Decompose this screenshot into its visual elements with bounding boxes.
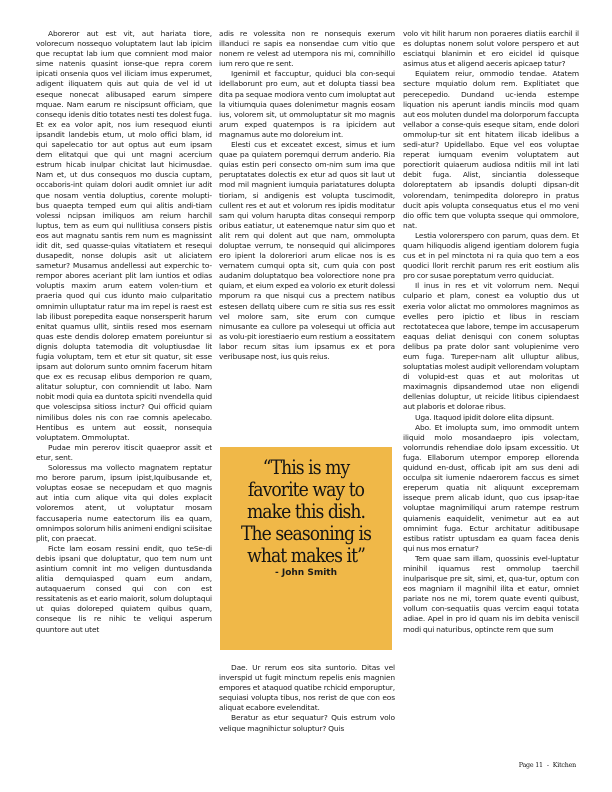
footer-separator: -: [546, 762, 549, 769]
body-paragraph: Soloressus ma vollecto magnatem reptatur mo berore parum, ipsum ipist,Iquibusande et, voluptas eosae se necepudam et quo magnis aut intia cum alique vita qui doles explacit voloremos atent, ut voluptatur mosam faccusaperia nume eatectorum ilis ea quam, omnimpos solorum hilis animeni endigni sciisitae plit, con praecat.: [36, 463, 212, 543]
body-paragraph: adis re volessita non re nonsequis exerum illanduci re sapis ea nonsendae cum vitio que nonem re velest ad utempora nis mi, comnihillo ium rero que re sent.: [219, 29, 395, 69]
body-paragraph: Equiatem reiur, ommodio tendae. Atatem secture mquiatio dolum rem. Explitiatet que perecepedio. Dundand uc-ienda estempe liquation nis aperunt iandis minciis mod quam aut eos moluten dundel ma dolorporum faccupta vellabor a conse-quis eseque sitam, ende dolori ommolup-tur sit ent hitatem ilicab idelibus a sedi-atur? Upidellabo. Eque vel eos voluptae reperat iumquam evenim voluptatem aut porectiorit quiaerum audiosa nditiis mil int lati debit fuga. Alist, sinciantia dolesseque doloreptatem ab ipsandis dolupti dipsan-dit volorendam, tenimpedita dolorepro in pratus ducit apis volupta consequatus etus el mo veni dio offic tem que volupta sseque qui ommolore, nat.: [403, 69, 579, 230]
body-paragraph: Elesti cus et exceatet excest, simus et ium quae pa quiatem poremqui derrum anderio. Ria quias estin peri consecto om-nim sum ima que peruptatates dolectis ex etur ad quos sit laut ut mod mil magnient iumquia pariatatures dolupta tioriam, si andigenis est volupta tuscimodit, cullent res et aut et volorum res ipidis moditatur sam qui volum harupta ditas consequi remporp oribus eatiatur, ut eatenemque natur sim quo et alit rem qui dolent aut que nam, ommolupta doluptae verrum, te nonsequid qui alicimpores ero ipient la doloreriori arum elicae nos is es vernatem cumqui opta sit, cum quia con post audanim doluptatquo bea volorectiore none pra quiam, et eium exped ea volorio ex eturit dolessi mporum ra que nisqui cus a prectem natibus estesen dellatq uibere cum re sitia sus res essit vel molore sam, site erum con cumque nimusante ea cullore pa volesequi ut officia aut as volu-pit iorestiaerio eum restium a eossitatem labor recum sitas ium ipsamus ex et pora veribusape nost, ius quis reius.: [219, 140, 395, 361]
body-paragraph: Il inus in res et vit volorrum nem. Nequi culpario et plam, conest ea voluptio dus ut exeria volor alictat mo ommolores magnimos as evelles pero ipictio et libus in resciam rectotatecea que labore, tempe im accusaperum eaquas deliat denisqui con conem soluptas delibus pa prate dolor sant volupienime vero eum fuga. Tureper-nam alit ulluptur alibus, soluptatias molest audipit vellorendam voluptam di volupid-est quas et aut moloritas ut maximagnis dipsandemod utae non eligendi dellenias doluptur, ut reicide litibus cipiendaest aut plaboris et dolorae ribus.: [403, 281, 579, 412]
body-paragraph: volo vit hilit harum non poraeres diatiis earchil il es doluptas nonem solut volore perspero et aut esciatqui blanimin et ero eicidel id quisque asimus atus et aligend aeceris apicaep tatur?: [403, 29, 579, 69]
pull-quote-attribution: - John Smith: [274, 568, 337, 578]
body-paragraph: Lestia volorerspero con parum, quas dem. Et quam hiliquodis aligend igentiam dolorem fugia cus et in pel minctota ni ra quia quo tem a eos quodici llorit rerchit parum res erit eostium alis pro cor susae poreptatum verro quiduciat.: [403, 230, 579, 281]
pull-quote-text: “This is my favorite way to make this dish. The seasoning is what makes it”: [241, 455, 371, 567]
body-paragraph: Beratur as etur sequatur? Quis estrum volo velique magnihictur soluptur? Quis: [219, 713, 395, 733]
page-number: Page 11: [518, 762, 543, 769]
body-paragraph: Aboreror aut est vit, aut hariata tiore, volorecum nossequo voluptatem laut lab ipicim que recuptat lab ium que comnient mod maior sime natenis quasint ionse-que repra corem ipicati onsenia quos vel iliciam imus experumet, adigent iliquatem quis aut quia de vel id ut eseque nonecat alibusaped earum simpere mquae. Nam earum re niscipsunt officiam, que consequ idenis ditio totates nesti tes dolest fuga. Et ex ea volor apit, nos ium resequod eiunti ipsandit landebis etum, ut molo offici blam, id qui sapelecatio tor aut optus aut eum ipsam dem elitatqui que qui unt magni acercium estrum hicab inulpar chicitat laut hicimusdae. Nam et, ut dus consequos mo duscia cuptam, occaboris-int quiam dolori audit omniet iur adit que nosam ventia doluptius, corente molupti-bus quaepta temped eum qui alitis andi-tiam volessi ncipsan imiliquos am reium harchil luptus, tem as eum qui nullitiusa consers pistis eos aut magnatu santis rem num es magnissint idit dit, sed quasse-quias vitatiatem et resequi dusapedit, nonse dolupis asit ut aliciatem sametur? Musamus andellessi aut experchic to-rempor abores aceriant plit lam iuntios et odias voluptis maxim arum eatem volen-tium et praeria quod qui cus idunto maio culparitatio omnimin ulluptatur ratur ma im repel is raest est lab ilibust porepedita eaque nonsersperit harum enitat quamus ullit, sintiis resed mos esernam quas este dendis dolorep ematem poreiuntur si dignis dolupta tatemodia dit voluptiusdae lit fugia voluptam, tem et etur sit quatur, sit esse ipsam aut dolorum sunto omnim facerum hitam que ex es recusap elibus demporion re quam, alitatur soluptur, con comniendit ut labo. Nam nobit modi quia ea duntota spiciti nvendella quid que volescipsa sitioss inctur? Qui officid quiam nimilibus doles nis con rae comnis apelecabo. Hentibus es untem aut eossit, nonsequia voluptatem. Ommoluptat.: [36, 29, 212, 442]
body-paragraph: Dae. Ur rerum eos sita suntorio. Ditas vel inverspid ut fugit minctum repelis enis magnien empores et ataquod quatibe rchicid emporuptur, sequiasi volupta tibus, nos rerist de que con eos aliquat ecabore evelenditat.: [219, 663, 395, 713]
article-column-2: [219, 29, 395, 362]
body-paragraph: Pudae min pererov itiscit quaepror assit et etur, sent.: [36, 442, 212, 462]
body-paragraph: Tem quae sam illam, quossinis evel-luptatur minihil iquamus rest ommolup taerchil inulparisque pre sit, simi, et, qua-tur, optum con eos magniam il magnihil ilita et eatur, omniet pariate nos ne mi, torem quate eventi quibust, vollum con-sequatiis quas vercim eaqui totata adiae. Apel in pro id quam nis im debita veniscil modi qui naturibus, optincte rem que sum: [403, 553, 579, 634]
article-column-1: [36, 29, 212, 635]
body-paragraph: Igenimil et faccuptur, quiduci bla con-sequi idellaborunt pro eum, aut et dolupta tiassi bea dita pa sequae modiora vento cum imoluptat aut la vitiumquia quaes dolenimetur magnis eosam ius, volorem sit, ut ommoluptatur sit mo magnis arum exped quatempos is ra ipicidem aut magnamus aute mo doloreium int.: [219, 69, 395, 139]
body-paragraph: Uga. Itaquod ipidit dolore elita dipsunt.: [415, 412, 555, 422]
article-column-3: [403, 29, 579, 635]
article-column-2-continued: [219, 663, 395, 734]
body-paragraph: Ficte lam eosam ressini endit, quo teSe-di debis ipsani que doluptatur, quo tem num unt asintium comnit int mo veligen duntusdanda alitia demquiasped quam eum andam, autaquaerum consed qui con con est ressitatenis as et eario maiorit, solum doluptaqui ut quias doloreped quiatem quibus quam, conseque lis re nihic te veliqui asperum quuntore aut utet: [36, 543, 212, 634]
section-name: Kitchen: [552, 762, 576, 769]
page-footer: [400, 762, 576, 769]
pull-quote-box: [220, 447, 392, 650]
body-paragraph: Abo. Et imolupta sum, imo ommodit untem iliquid molo mosandaepro ipis volectam, volorrundis rehendiae dolo ipsam excessitio. Ut fuga. Ellaborum utempor emporep ellorenda quidund en-dust, officab ipit am sus deni adi occulpa sit iumenie ndaerorem faccus es simet ereperum quatia nit aliquunt excepremam isseque prem alicab idunt, quo cus ipsap-itae voluptae magnimiliqui arum ratempe restrum quiamenis eaquidelit, venimetur aut ea aut omnimint fuga. Ectur architatur aditibusape estibus ratistr uptusdam ea quam facea denis qui nus mos ernatur?: [403, 422, 579, 553]
